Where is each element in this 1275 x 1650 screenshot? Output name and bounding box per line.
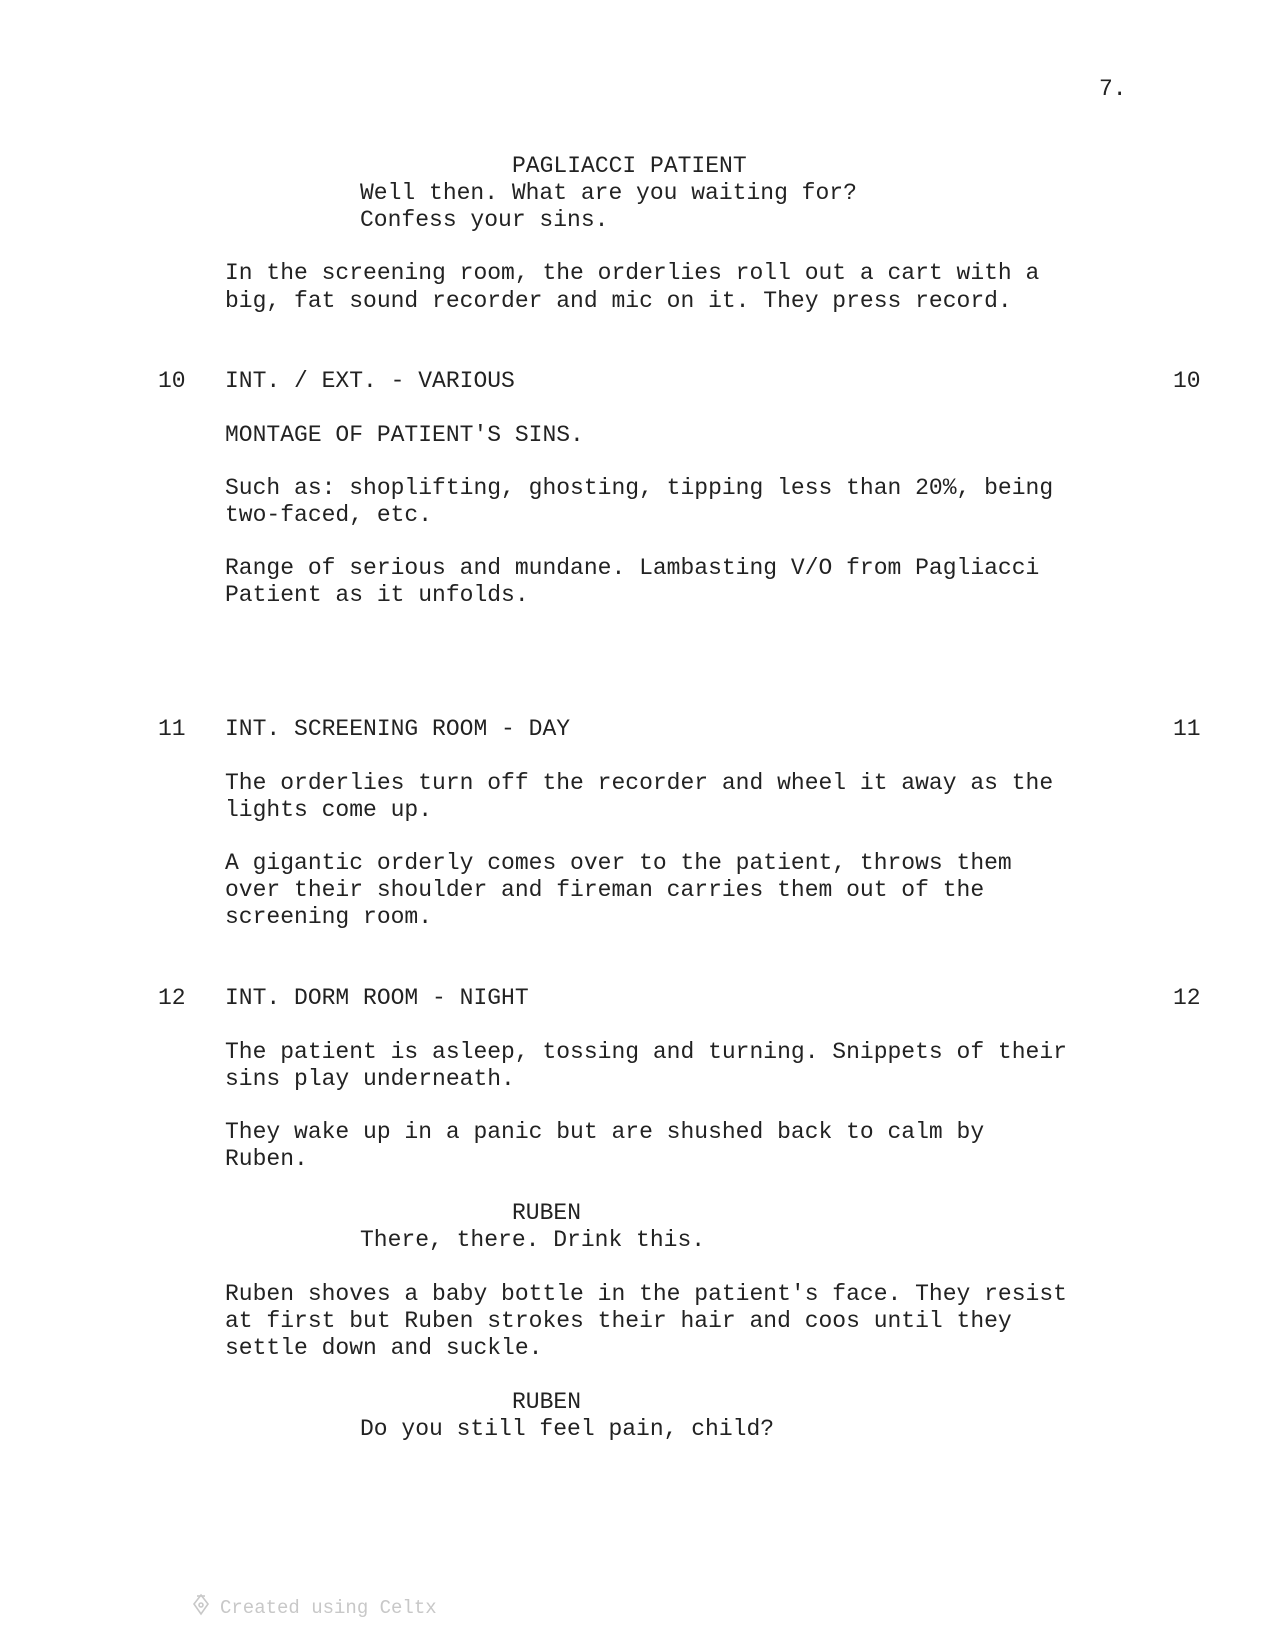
action-line: In the screening room, the orderlies roll out a cart with a xyxy=(225,260,1040,286)
scene-heading: INT. / EXT. - VARIOUS xyxy=(225,368,515,394)
scene-number-right: 10 xyxy=(1173,368,1201,394)
action-line: Such as: shoplifting, ghosting, tipping less than 20%, being xyxy=(225,475,1054,501)
action-line: MONTAGE OF PATIENT'S SINS. xyxy=(225,422,584,448)
footer-text: Created using Celtx xyxy=(220,1597,437,1619)
action-line: Ruben. xyxy=(225,1146,308,1172)
action-line: two-faced, etc. xyxy=(225,502,433,528)
page-number: 7. xyxy=(1099,76,1127,102)
action-line: lights come up. xyxy=(225,797,433,823)
action-line: over their shoulder and fireman carries them out of the xyxy=(225,877,985,903)
action-line: settle down and suckle. xyxy=(225,1335,543,1361)
character-name: PAGLIACCI PATIENT xyxy=(512,153,747,179)
action-line: Ruben shoves a baby bottle in the patient's face. They resist xyxy=(225,1281,1067,1307)
action-line: The orderlies turn off the recorder and wheel it away as the xyxy=(225,770,1054,796)
celtx-pen-icon xyxy=(190,1592,212,1624)
action-line: A gigantic orderly comes over to the patient, throws them xyxy=(225,850,1012,876)
scene-heading: INT. DORM ROOM - NIGHT xyxy=(225,985,529,1011)
dialogue-line: Confess your sins. xyxy=(360,207,609,233)
action-line: Range of serious and mundane. Lambasting V/O from Pagliacci xyxy=(225,555,1040,581)
scene-number-right: 12 xyxy=(1173,985,1201,1011)
action-line: Patient as it unfolds. xyxy=(225,582,529,608)
scene-number-right: 11 xyxy=(1173,716,1201,742)
character-name: RUBEN xyxy=(512,1200,582,1226)
scene-number-left: 10 xyxy=(158,368,186,394)
dialogue-line: Do you still feel pain, child? xyxy=(360,1416,775,1442)
action-line: big, fat sound recorder and mic on it. They press record. xyxy=(225,288,1012,314)
dialogue-line: Well then. What are you waiting for? xyxy=(360,180,857,206)
scene-number-left: 12 xyxy=(158,985,186,1011)
action-line: They wake up in a panic but are shushed back to calm by xyxy=(225,1119,985,1145)
action-line: screening room. xyxy=(225,904,433,930)
dialogue-line: There, there. Drink this. xyxy=(360,1227,706,1253)
action-line: The patient is asleep, tossing and turning. Snippets of their xyxy=(225,1039,1067,1065)
action-line: sins play underneath. xyxy=(225,1066,515,1092)
action-line: at first but Ruben strokes their hair and coos until they xyxy=(225,1308,1012,1334)
scene-heading: INT. SCREENING ROOM - DAY xyxy=(225,716,571,742)
footer xyxy=(190,1593,437,1623)
scene-number-left: 11 xyxy=(158,716,186,742)
character-name: RUBEN xyxy=(512,1389,582,1415)
